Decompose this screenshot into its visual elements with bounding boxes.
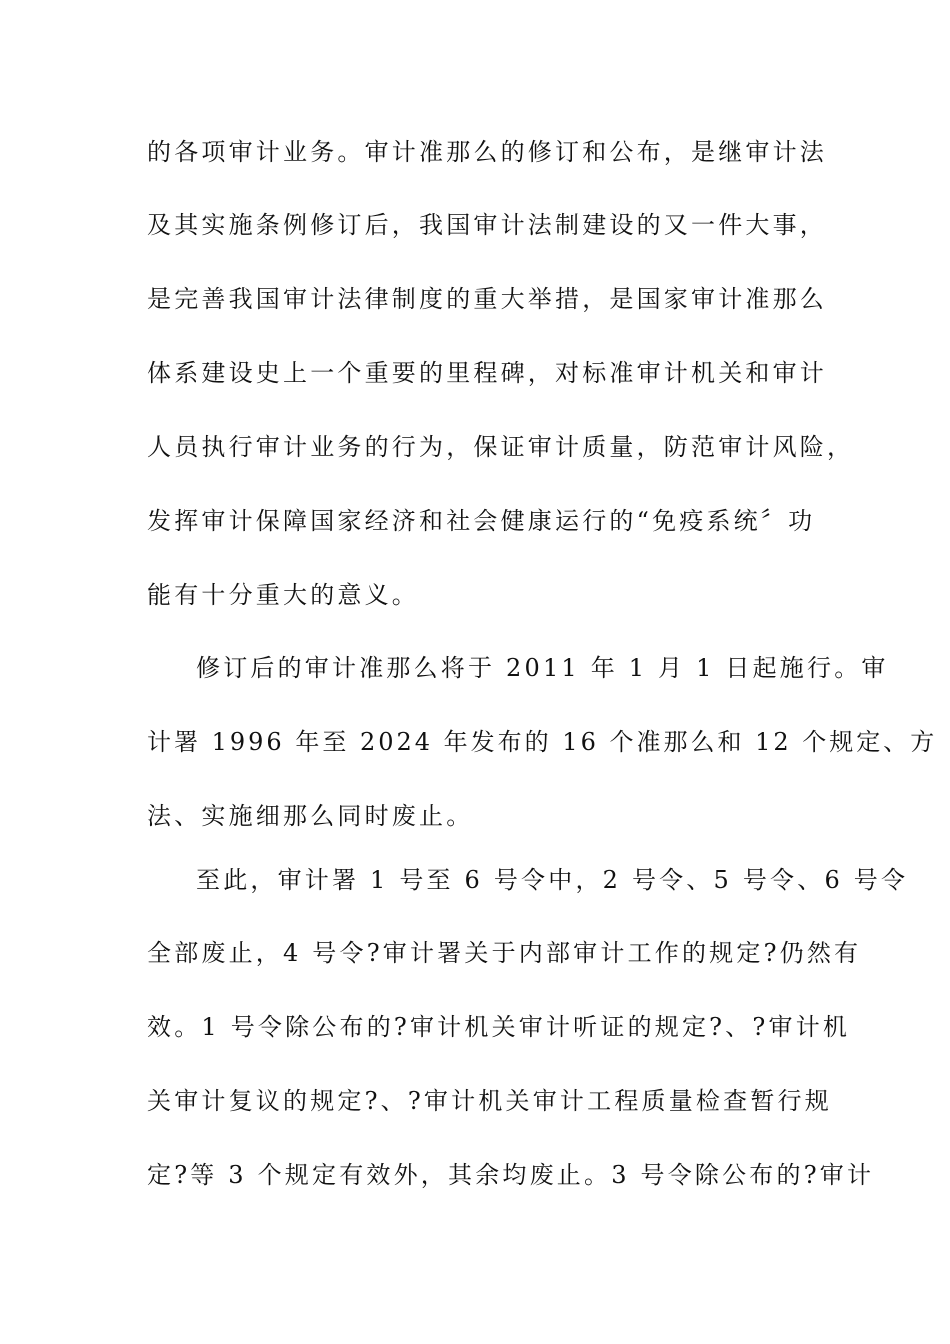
text-line: 及其实施条例修订后，我国审计法制建设的又一件大事， (147, 211, 827, 239)
text-line: 的各项审计业务。审计准那么的修订和公布，是继审计法 (147, 138, 827, 166)
paragraph-first-line: 修订后的审计准那么将于 2011 年 1 月 1 日起施行。审 (196, 654, 889, 682)
text-line: 计署 1996 年至 2024 年发布的 16 个准那么和 12 个规定、方 (147, 728, 938, 756)
text-line: 定?等 3 个规定有效外，其余均废止。3 号令除公布的?审计 (147, 1161, 875, 1189)
text-line: 效。1 号令除公布的?审计机关审计听证的规定?、?审计机 (147, 1013, 851, 1041)
text-line: 关审计复议的规定?、?审计机关审计工程质量检查暂行规 (147, 1087, 832, 1115)
text-line: 体系建设史上一个重要的里程碑，对标准审计机关和审计 (147, 359, 827, 387)
text-line: 全部废止，4 号令?审计署关于内部审计工作的规定?仍然有 (147, 939, 862, 967)
text-line: 人员执行审计业务的行为，保证审计质量，防范审计风险， (147, 433, 855, 461)
text-line: 法、实施细那么同时废止。 (147, 802, 474, 830)
text-line: 能有十分重大的意义。 (147, 581, 419, 609)
text-line: 发挥审计保障国家经济和社会健康运行的“免疫系统〞功 (147, 507, 816, 535)
paragraph-first-line: 至此，审计署 1 号至 6 号令中，2 号令、5 号令、6 号令 (196, 866, 909, 894)
text-line: 是完善我国审计法律制度的重大举措，是国家审计准那么 (147, 285, 827, 313)
